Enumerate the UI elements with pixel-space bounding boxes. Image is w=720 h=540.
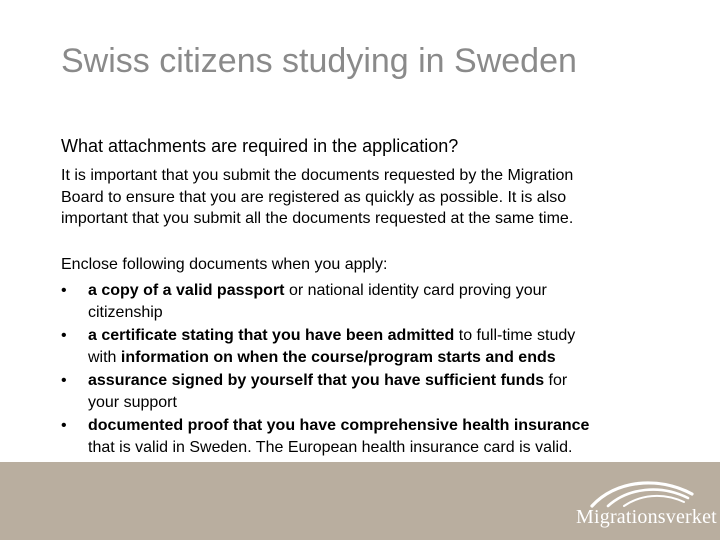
list-item-insurance [61,414,671,459]
enclose-heading: Enclose following documents when you apply: [61,256,388,273]
body-text: your support [88,393,177,411]
body-text: to full-time study [454,327,576,344]
intro-line: Board to ensure that you are registered as quickly as possible. It is also [61,188,567,206]
arcs-logo-icon [588,474,698,508]
bullet-icon: • [61,327,67,344]
slide-title: Swiss citizens studying in Sweden [61,42,577,80]
body-text: for [544,372,568,389]
document-list [61,279,671,459]
bold-text: information on when the course/program starts and ends [120,348,556,366]
bullet-icon: • [61,372,67,389]
section-question: What attachments are required in the application? [61,136,459,156]
body-text: or national identity card proving your [284,282,547,299]
intro-line: important that you submit all the documents requested at the same time. [61,210,574,227]
bullet-icon: • [61,282,67,299]
body-text: citizenship [88,303,163,321]
intro-line: It is important that you submit the documents requested by the Migration [61,167,574,184]
bullet-icon: • [61,417,67,434]
logo-wordmark: Migrationsverket [576,506,717,528]
list-item-certificate [61,324,671,369]
list-item-passport [61,279,671,324]
intro-paragraph [61,165,661,230]
list-item-funds [61,369,671,414]
bold-text: assurance signed by yourself that you have sufficient funds [88,372,545,389]
bold-text: a copy of a valid passport [88,282,285,299]
bold-text: a certificate stating that you have been admitted [88,327,455,344]
body-text: that is valid in Sweden. The European health insurance card is valid. [88,438,573,456]
body-text: with [88,348,121,366]
bold-text: documented proof that you have comprehensive health insurance [88,417,590,434]
